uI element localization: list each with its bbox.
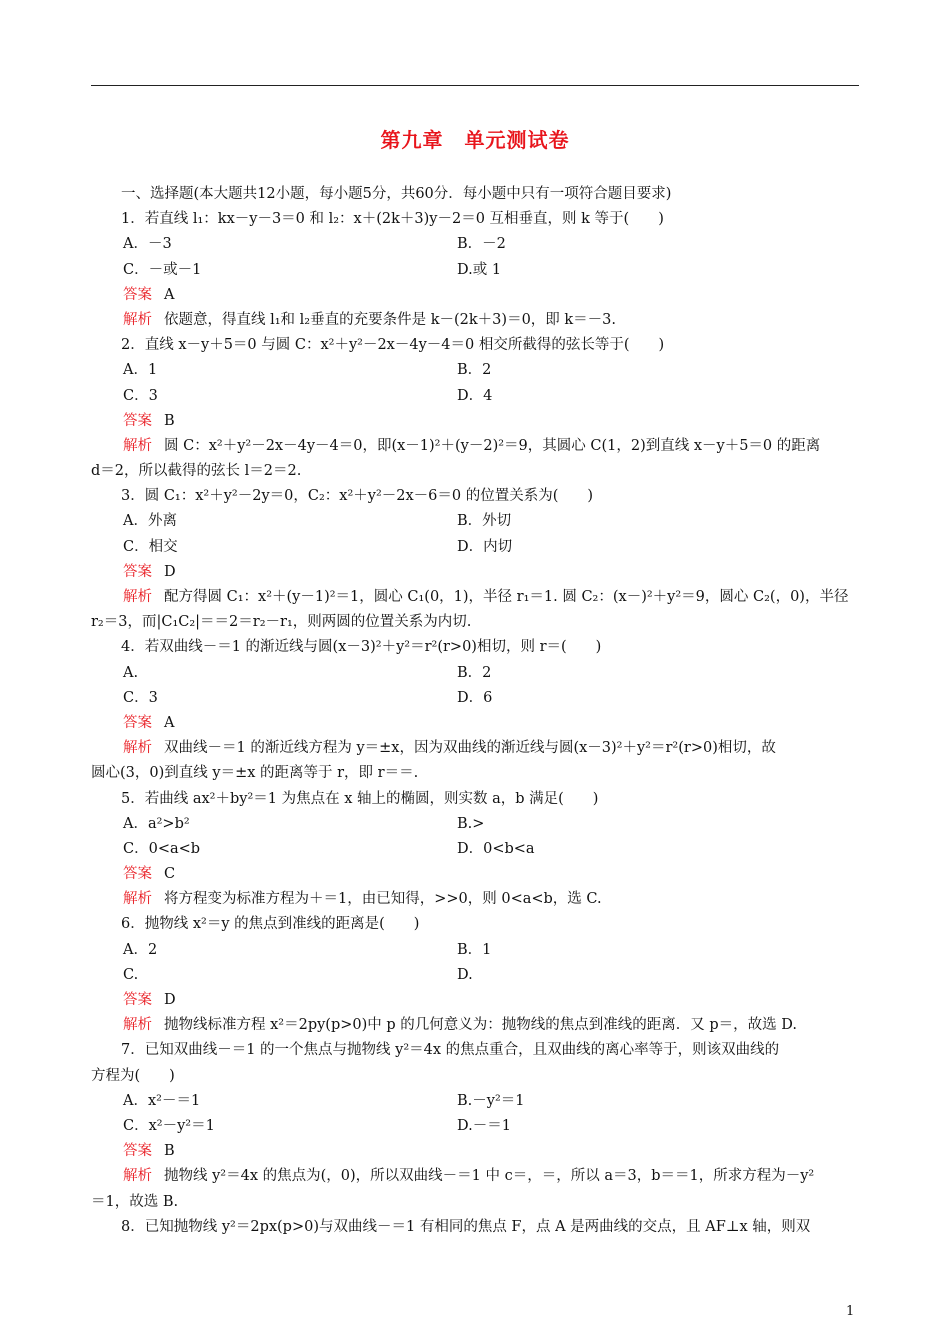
analysis-label: 解析 xyxy=(123,1017,152,1034)
answer-line xyxy=(91,988,861,1013)
analysis-label: 解析 xyxy=(123,311,152,328)
answer-label: 答案 xyxy=(123,1143,152,1160)
option: A．－3 xyxy=(123,236,172,253)
option: D.或 1 xyxy=(457,261,502,278)
answer-line xyxy=(91,862,861,887)
answer-line xyxy=(91,711,861,736)
answer-line xyxy=(91,560,861,585)
option: B.> xyxy=(457,815,485,832)
page-title: 第九章 单元测试卷 xyxy=(380,128,570,152)
answer-value: C xyxy=(164,866,176,883)
option: A．2 xyxy=(123,941,158,958)
question-stem: 7．已知双曲线－＝1 的一个焦点与抛物线 y²＝4x 的焦点重合，且双曲线的离心率等于，则该双曲线的 xyxy=(121,1042,780,1059)
answer-value: B xyxy=(164,1143,175,1160)
analysis-line xyxy=(91,1013,861,1038)
option: C．3 xyxy=(123,689,158,706)
analysis-label: 解析 xyxy=(123,1168,152,1185)
option-row xyxy=(91,509,861,534)
option: B.－y²＝1 xyxy=(457,1092,525,1109)
option: D．4 xyxy=(457,387,493,404)
analysis-line xyxy=(91,308,861,333)
option: A．外离 xyxy=(123,513,177,530)
option: A．1 xyxy=(123,362,158,379)
answer-label: 答案 xyxy=(123,563,152,580)
analysis-continuation: d＝2，所以截得的弦长 l＝2＝2. xyxy=(91,463,302,480)
option: C．x²－y²＝1 xyxy=(123,1117,215,1134)
option: B．2 xyxy=(457,664,492,681)
answer-value: D xyxy=(164,563,176,580)
question-stem-continuation: 方程为( ) xyxy=(91,1067,175,1084)
answer-value: A xyxy=(164,714,175,731)
question-stem: 3．圆 C₁：x²＋y²－2y＝0，C₂：x²＋y²－2x－6＝0 的位置关系为( ) xyxy=(121,488,594,505)
option-row xyxy=(91,938,861,963)
question-stem: 1．若直线 l₁：kx－y－3＝0 和 l₂：x＋(2k＋3)y－2＝0 互相垂直，则 k 等于( ) xyxy=(121,211,664,228)
analysis-line xyxy=(91,736,861,761)
question-stem: 5．若曲线 ax²＋by²＝1 为焦点在 x 轴上的椭圆，则实数 a，b 满足( ) xyxy=(121,790,599,807)
option: A．x²－＝1 xyxy=(123,1092,201,1109)
answer-value: D xyxy=(164,992,176,1008)
option-row xyxy=(91,1089,861,1114)
answer-label: 答案 xyxy=(123,992,152,1008)
analysis-text: 配方得圆 C₁：x²＋(y－1)²＝1，圆心 C₁(0，1)，半径 r₁＝1. 圆 C₂：(x－)²＋y²＝9，圆心 C₂(，0)，半径 xyxy=(164,589,849,605)
analysis-text: 双曲线－＝1 的渐近线方程为 y＝±x，因为双曲线的渐近线与圆(x－3)²＋y²＝r²(r>0)相切，故 xyxy=(164,740,776,757)
option: B．1 xyxy=(457,941,492,958)
option-row xyxy=(91,661,861,686)
option-row xyxy=(91,812,861,837)
option: B．外切 xyxy=(457,513,512,530)
option: C．相交 xyxy=(123,538,178,555)
option-row xyxy=(91,232,861,257)
option: C．－或－1 xyxy=(123,261,202,278)
analysis-text: 抛物线 y²＝4x 的焦点为(，0)，所以双曲线－＝1 中 c＝，＝，所以 a＝3，b＝＝1，所求方程为－y² xyxy=(164,1168,815,1185)
answer-label: 答案 xyxy=(123,714,152,731)
document-body xyxy=(91,182,861,1240)
option: B．－2 xyxy=(457,236,506,253)
option-row xyxy=(91,358,861,383)
option: D．内切 xyxy=(457,538,513,555)
option: C．3 xyxy=(123,387,158,404)
analysis-continuation: ＝1，故选 B. xyxy=(91,1193,179,1210)
section-heading: 一、选择题(本大题共12小题，每小题5分，共60分．每小题中只有一项符合题目要求) xyxy=(121,186,672,202)
answer-line xyxy=(91,409,861,434)
option-row xyxy=(91,258,861,283)
question-stem: 6．抛物线 x²＝y 的焦点到准线的距离是( ) xyxy=(121,916,420,933)
question-stem: 2．直线 x－y＋5＝0 与圆 C：x²＋y²－2x－4y－4＝0 相交所截得的弦长等于( ) xyxy=(121,337,665,354)
option: D．6 xyxy=(457,689,493,706)
option: D.－＝1 xyxy=(457,1117,511,1134)
option-row xyxy=(91,535,861,560)
option: C. xyxy=(123,966,139,983)
header-rule xyxy=(91,85,859,86)
analysis-line xyxy=(91,887,861,912)
analysis-label: 解析 xyxy=(123,891,152,908)
analysis-text: 将方程变为标准方程为＋＝1，由已知得，>>0，则 0<a<b，选 C. xyxy=(164,891,602,908)
answer-line xyxy=(91,283,861,308)
answer-label: 答案 xyxy=(123,286,152,303)
analysis-line xyxy=(91,1164,861,1189)
answer-value: A xyxy=(164,286,175,303)
analysis-text: 圆 C：x²＋y²－2x－4y－4＝0，即(x－1)²＋(y－2)²＝9，其圆心 C(1，2)到直线 x－y＋5＝0 的距离 xyxy=(164,437,821,454)
option: A. xyxy=(123,664,139,681)
answer-label: 答案 xyxy=(123,412,152,429)
answer-line xyxy=(91,1139,861,1164)
analysis-text: 依题意，得直线 l₁和 l₂垂直的充要条件是 k－(2k＋3)＝0，即 k＝－3. xyxy=(164,311,617,328)
option: A．a²>b² xyxy=(123,815,190,832)
option-row xyxy=(91,1114,861,1139)
analysis-label: 解析 xyxy=(123,740,152,757)
analysis-text: 抛物线标准方程 x²＝2py(p>0)中 p 的几何意义为：抛物线的焦点到准线的距离．又 p＝，故选 D. xyxy=(164,1017,797,1034)
answer-value: B xyxy=(164,412,175,429)
page-number: 1 xyxy=(846,1304,855,1319)
analysis-continuation: 圆心(3，0)到直线 y＝±x 的距离等于 r，即 r＝＝. xyxy=(91,765,419,782)
option: C．0<a<b xyxy=(123,840,201,857)
option: B．2 xyxy=(457,362,492,379)
option: D．0<b<a xyxy=(457,840,535,857)
analysis-line xyxy=(91,585,861,610)
analysis-line xyxy=(91,434,861,459)
option-row xyxy=(91,963,861,988)
option-row xyxy=(91,686,861,711)
question-stem: 4．若双曲线－＝1 的渐近线与圆(x－3)²＋y²＝r²(r>0)相切，则 r＝( ) xyxy=(121,639,602,656)
answer-label: 答案 xyxy=(123,866,152,883)
option-row xyxy=(91,384,861,409)
question-stem: 8．已知抛物线 y²＝2px(p>0)与双曲线－＝1 有相同的焦点 F，点 A 是两曲线的交点，且 AF⊥x 轴，则双 xyxy=(121,1218,811,1235)
option: D. xyxy=(457,966,473,983)
option-row xyxy=(91,837,861,862)
analysis-label: 解析 xyxy=(123,589,152,605)
analysis-continuation: r₂＝3，而|C₁C₂|＝＝2＝r₂－r₁，则两圆的位置关系为内切. xyxy=(91,614,472,631)
analysis-label: 解析 xyxy=(123,437,152,454)
